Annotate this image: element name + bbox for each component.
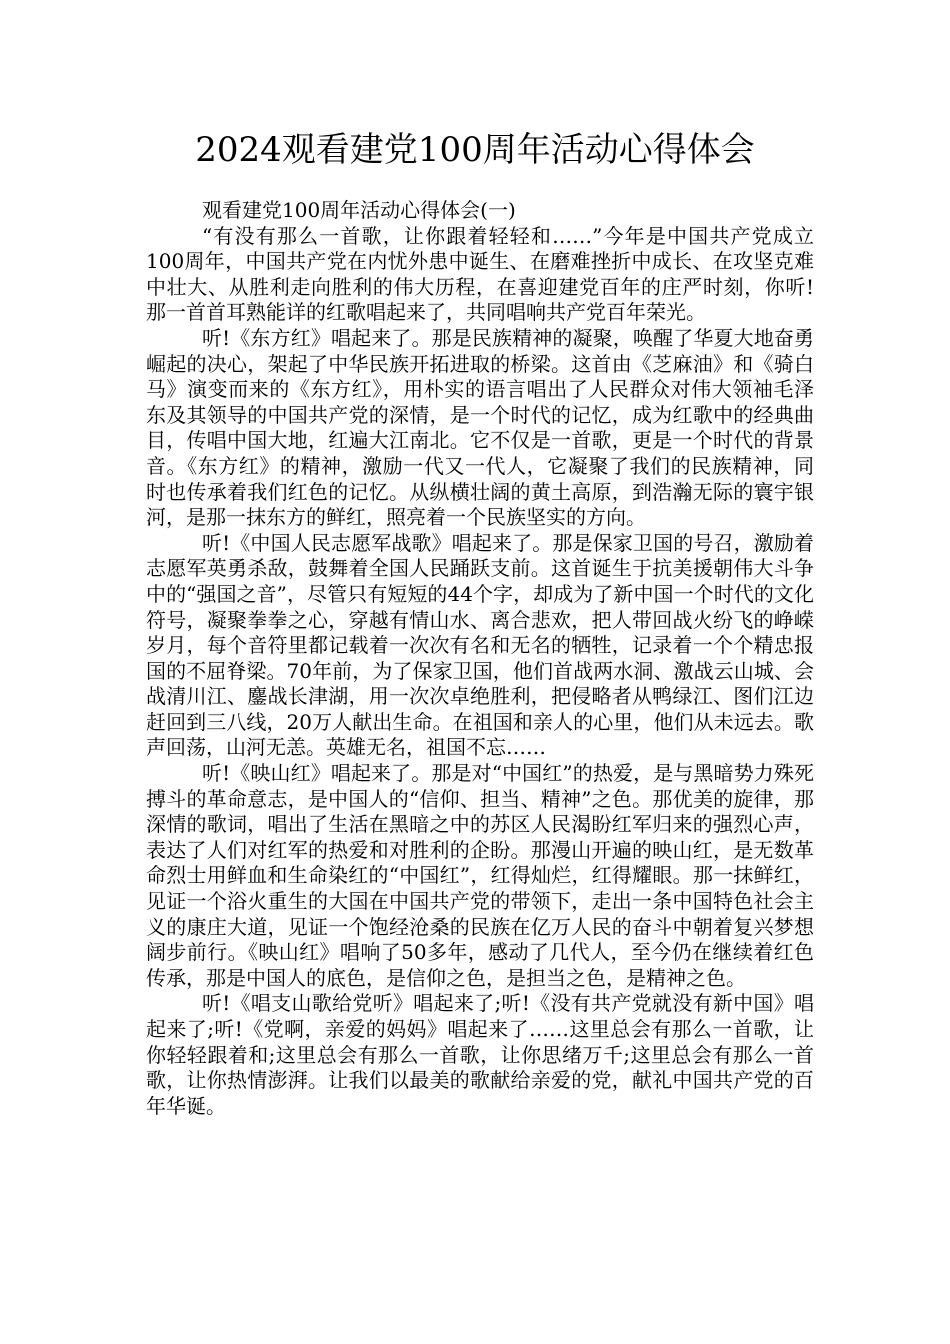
paragraph: 听!《唱支山歌给党听》唱起来了;听!《没有共产党就没有新中国》唱起来了;听!《党啊，亲爱的妈妈》唱起来了……这里总会有那么一首歌，让你轻轻跟着和;这里总会有那么一首歌，让你思绪万千;这里总会有那么一首歌，让你热情澎湃。让我们以最美的歌献给亲爱的党，献礼中国共产党的百年华诞。 — [146, 991, 814, 1118]
paragraph: 听!《中国人民志愿军战歌》唱起来了。那是保家卫国的号召，激励着志愿军英勇杀敌，鼓舞着全国人民踊跃支前。这首诞生于抗美援朝伟大斗争中的“强国之音”，尽管只有短短的44个字，却成为了新中国一个时代的文化符号，凝聚拳拳之心，穿越有情山水、离合悲欢，把人带回战火纷飞的峥嵘岁月，每个音符里都记载着一次次有名和无名的牺牲，记录着一个个精忠报国的不屈脊梁。70年前，为了保家卫国，他们首战两水洞、激战云山城、会战清川江、鏖战长津湖，用一次次卓绝胜利，把侵略者从鸭绿江、图们江边赶回到三八线，20万人献出生命。在祖国和亲人的心里，他们从未远去。歌声回荡，山河无恙。英雄无名，祖国不忘…… — [146, 530, 814, 760]
paragraph: 听!《东方红》唱起来了。那是民族精神的凝聚，唤醒了华夏大地奋勇崛起的决心，架起了中华民族开拓进取的桥梁。这首由《芝麻油》和《骑白马》演变而来的《东方红》，用朴实的语言唱出了人民群众对伟大领袖毛泽东及其领导的中国共产党的深情，是一个时代的记忆，成为红歌中的经典曲目，传唱中国大地，红遍大江南北。它不仅是一首歌，更是一个时代的背景音。《东方红》的精神，激励一代又一代人，它凝聚了我们的民族精神，同时也传承着我们红色的记忆。从纵横壮阔的黄土高原，到浩瀚无际的寰宇银河，是那一抹东方的鲜红，照亮着一个民族坚实的方向。 — [146, 325, 814, 530]
section-subtitle: 观看建党100周年活动心得体会(一) — [202, 198, 516, 222]
document-body — [146, 198, 814, 1119]
paragraph: 听!《映山红》唱起来了。那是对“中国红”的热爱，是与黑暗势力殊死搏斗的革命意志，是中国人的“信仰、担当、精神”之色。那优美的旋律，那深情的歌词，唱出了生活在黑暗之中的苏区人民渴盼红军归来的强烈心声，表达了人们对红军的热爱和对胜利的企盼。那漫山开遍的映山红，是无数革命烈士用鲜血和生命染红的“中国红”，红得灿烂，红得耀眼。那一抹鲜红，见证一个浴火重生的大国在中国共产党的带领下，走出一条中国特色社会主义的康庄大道，见证一个饱经沧桑的民族在亿万人民的奋斗中朝着复兴梦想阔步前行。《映山红》唱响了50多年，感动了几代人，至今仍在继续着红色传承，那是中国人的底色，是信仰之色，是担当之色，是精神之色。 — [146, 761, 814, 990]
document-title: 2024观看建党100周年活动心得体会 — [195, 130, 755, 170]
paragraph: “有没有那么一首歌，让你跟着轻轻和……”今年是中国共产党成立100周年，中国共产党在内忧外患中诞生、在磨难挫折中成长、在攻坚克难中壮大、从胜利走向胜利的伟大历程，在喜迎建党百年的庄严时刻，你听!那一首首耳熟能详的红歌唱起来了，共同唱响共产党百年荣光。 — [146, 223, 814, 325]
